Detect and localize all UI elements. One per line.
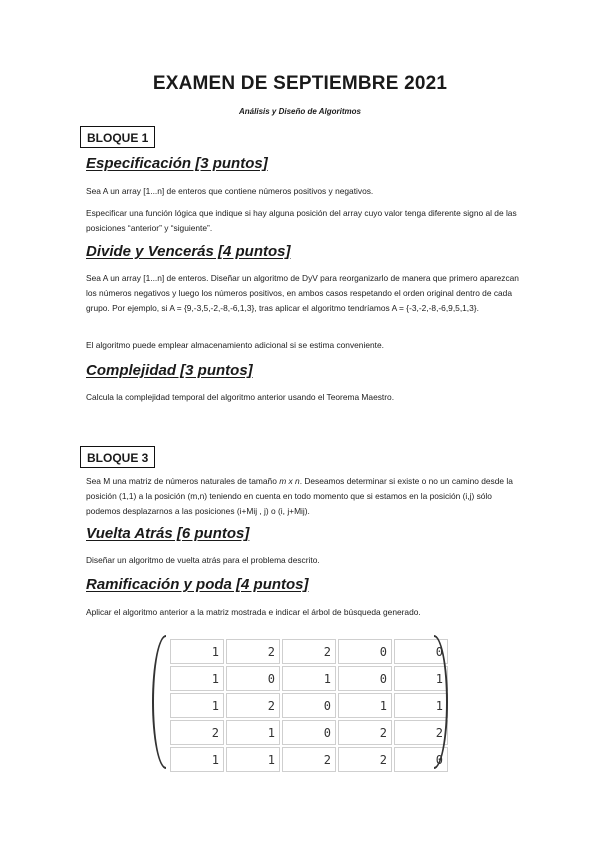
bloque-1-label: BLOQUE 1 [80, 126, 155, 148]
matrix-cell: 1 [226, 720, 280, 745]
matrix-cell: 2 [394, 720, 448, 745]
bloque-3-label: BLOQUE 3 [80, 446, 155, 468]
matrix-cell: 2 [282, 639, 336, 664]
section-heading-ramificacion-poda: Ramificación y poda [4 puntos] [86, 576, 309, 593]
matrix-size: m x n [279, 476, 300, 486]
matrix [150, 635, 450, 769]
matrix-row [170, 693, 448, 718]
matrix-row [170, 666, 448, 691]
matrix-cell: 2 [226, 693, 280, 718]
matrix-row [170, 747, 448, 772]
matrix-cell: 2 [226, 639, 280, 664]
section-heading-divide-venceras: Divide y Vencerás [4 puntos] [86, 243, 291, 260]
matrix-cell: 0 [338, 666, 392, 691]
matrix-cell: 1 [394, 693, 448, 718]
paragraph: Calcula la complejidad temporal del algoritmo anterior usando el Teorema Maestro. [86, 392, 395, 402]
matrix-cell: 1 [170, 693, 224, 718]
bloque-3-intro [86, 474, 516, 519]
paragraph: Diseñar un algoritmo de vuelta atrás para el problema descrito. [86, 555, 320, 565]
matrix-cell: 1 [338, 693, 392, 718]
left-parenthesis [152, 635, 166, 769]
matrix-cell: 0 [394, 639, 448, 664]
paragraph: Sea A un array [1...n] de enteros. Diseñar un algoritmo de DyV para reorganizarlo de manera que primero aparezcan los números negativos y luego los números positivos, en ambos casos respetando el orden original dentro de cada grupo. Por ejemplo, si A = {9,-3,5,-2,-8,-6,1,3}, tras aplicar el algoritmo tendríamos A = {-3,-2,-8,-6,9,5,1,3}. [86, 273, 519, 313]
section-heading-vuelta-atras: Vuelta Atrás [6 puntos] [86, 525, 250, 542]
matrix-cell: 0 [338, 639, 392, 664]
matrix-cell: 1 [226, 747, 280, 772]
matrix-cell: 0 [282, 720, 336, 745]
matrix-cell: 0 [282, 693, 336, 718]
matrix-cell: 1 [170, 666, 224, 691]
page-title: EXAMEN DE SEPTIEMBRE 2021 [152, 73, 448, 94]
paragraph: Aplicar el algoritmo anterior a la matriz mostrada e indicar el árbol de búsqueda generado. [86, 607, 421, 617]
intro-text: . Deseamos determinar si existe o no un camino desde la posición (1,1) a la posición (m,n) teniendo en cuenta en todo momento que si estamos en la posición (i,j) sólo podemos desplazarnos a las posiciones (i+Mij , j) o (i, j+Mij). [86, 476, 513, 516]
matrix-cell: 2 [282, 747, 336, 772]
matrix-cell: 1 [170, 639, 224, 664]
matrix-cell: 2 [338, 720, 392, 745]
matrix-row [170, 639, 448, 664]
paragraph: El algoritmo puede emplear almacenamiento adicional si se estima conveniente. [86, 340, 384, 350]
intro-text: Sea M una matriz de números naturales de tamaño [86, 476, 280, 486]
matrix-cell: 1 [282, 666, 336, 691]
matrix-cell: 2 [338, 747, 392, 772]
section-heading-especificacion: Especificación [3 puntos] [86, 155, 268, 172]
paragraph: Especificar una función lógica que indique si hay alguna posición del array cuyo valor tenga diferente signo al de las posiciones “anterior” y “siguiente”. [86, 208, 517, 233]
matrix-cell: 0 [394, 747, 448, 772]
matrix-table [168, 637, 450, 774]
section-heading-complejidad: Complejidad [3 puntos] [86, 362, 253, 379]
matrix-cell: 1 [170, 747, 224, 772]
matrix-cell: 1 [394, 666, 448, 691]
matrix-cell: 2 [170, 720, 224, 745]
page-subtitle: Análisis y Diseño de Algoritmos [239, 107, 361, 116]
matrix-cell: 0 [226, 666, 280, 691]
paragraph: Sea A un array [1...n] de enteros que contiene números positivos y negativos. [86, 186, 374, 196]
matrix-row [170, 720, 448, 745]
